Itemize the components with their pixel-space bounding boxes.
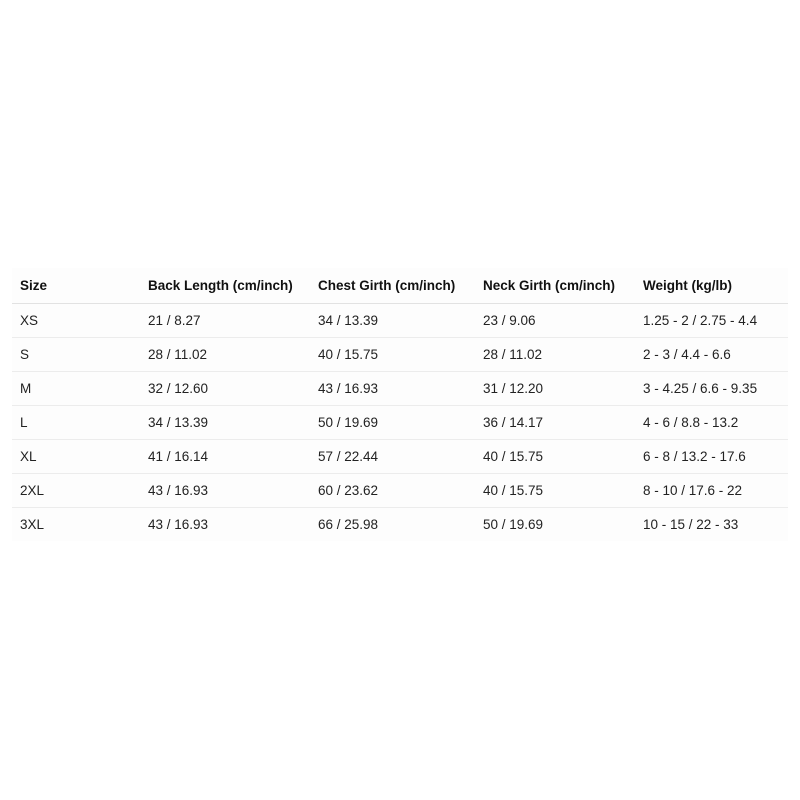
cell-neck-girth: 28 / 11.02 [475, 338, 635, 372]
cell-back-length: 32 / 12.60 [140, 372, 310, 406]
table-row [12, 508, 788, 542]
cell-size: XS [12, 304, 140, 338]
cell-neck-girth: 36 / 14.17 [475, 406, 635, 440]
header-neck-girth: Neck Girth (cm/inch) [483, 278, 616, 293]
cell-back-length: 41 / 16.14 [140, 440, 310, 474]
cell-size: XL [12, 440, 140, 474]
cell-weight: 6 - 8 / 13.2 - 17.6 [635, 440, 788, 474]
table-row [12, 304, 788, 338]
cell-back-length: 43 / 16.93 [140, 474, 310, 508]
cell-weight: 1.25 - 2 / 2.75 - 4.4 [635, 304, 788, 338]
cell-neck-girth: 40 / 15.75 [475, 440, 635, 474]
cell-weight: 4 - 6 / 8.8 - 13.2 [635, 406, 788, 440]
cell-chest-girth: 57 / 22.44 [310, 440, 475, 474]
table-row [12, 440, 788, 474]
cell-size: L [12, 406, 140, 440]
cell-chest-girth: 34 / 13.39 [310, 304, 475, 338]
header-back-length: Back Length (cm/inch) [148, 278, 293, 293]
table-row [12, 474, 788, 508]
cell-neck-girth: 40 / 15.75 [475, 474, 635, 508]
cell-size: 3XL [12, 508, 140, 542]
header-row [12, 268, 788, 304]
cell-back-length: 34 / 13.39 [140, 406, 310, 440]
cell-size: S [12, 338, 140, 372]
table-row [12, 372, 788, 406]
cell-chest-girth: 60 / 23.62 [310, 474, 475, 508]
cell-back-length: 43 / 16.93 [140, 508, 310, 542]
cell-back-length: 21 / 8.27 [140, 304, 310, 338]
cell-neck-girth: 50 / 19.69 [475, 508, 635, 542]
size-chart [12, 268, 788, 541]
header-size: Size [20, 278, 48, 293]
header-chest-girth: Chest Girth (cm/inch) [318, 278, 456, 293]
cell-weight: 2 - 3 / 4.4 - 6.6 [635, 338, 788, 372]
table-row [12, 338, 788, 372]
size-chart-table [12, 268, 788, 541]
table-row [12, 406, 788, 440]
cell-size: 2XL [12, 474, 140, 508]
cell-weight: 8 - 10 / 17.6 - 22 [635, 474, 788, 508]
cell-back-length: 28 / 11.02 [140, 338, 310, 372]
cell-size: M [12, 372, 140, 406]
cell-chest-girth: 40 / 15.75 [310, 338, 475, 372]
cell-chest-girth: 43 / 16.93 [310, 372, 475, 406]
cell-chest-girth: 66 / 25.98 [310, 508, 475, 542]
cell-neck-girth: 31 / 12.20 [475, 372, 635, 406]
cell-chest-girth: 50 / 19.69 [310, 406, 475, 440]
cell-weight: 3 - 4.25 / 6.6 - 9.35 [635, 372, 788, 406]
header-weight: Weight (kg/lb) [643, 278, 732, 293]
cell-neck-girth: 23 / 9.06 [475, 304, 635, 338]
cell-weight: 10 - 15 / 22 - 33 [635, 508, 788, 542]
